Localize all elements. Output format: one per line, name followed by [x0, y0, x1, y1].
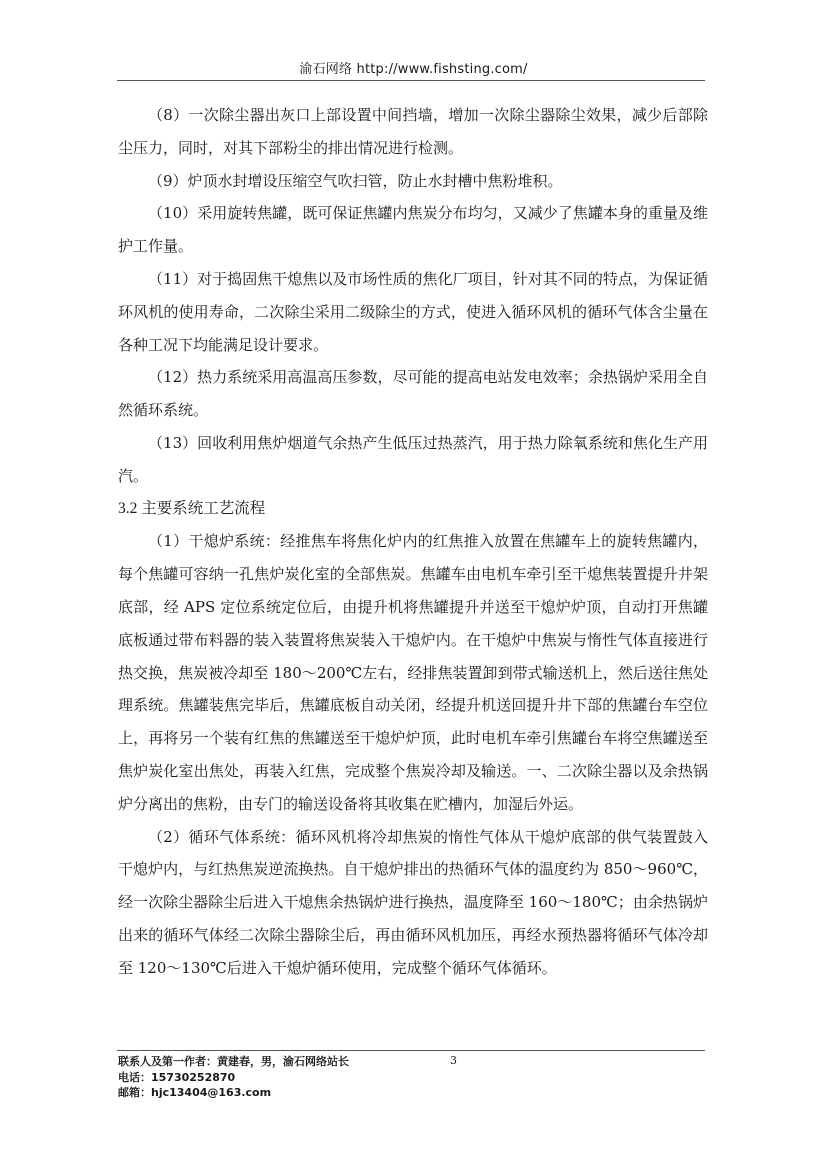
page-header: 渝石网络 http://www.fishsting.com/: [299, 62, 528, 77]
footer-divider: [117, 1050, 705, 1051]
page-number: 3: [450, 1054, 457, 1067]
footer-email: 邮箱：hjc13404@163.com: [118, 1086, 272, 1099]
paragraph-item-13: （13）回收利用焦炉烟道气余热产生低压过热蒸汽，用于热力除氧系统和焦化生产用汽。: [118, 433, 708, 485]
paragraph-item-11: （11）对于捣固焦干熄焦以及市场性质的焦化厂项目，针对其不同的特点，为保证循环风机的使用寿命，二次除尘采用二级除尘的方式，使进入循环风机的循环气体含尘量在各种工况下均能满足设计要求。: [118, 269, 708, 354]
paragraph-item-9: （9）炉顶水封增设压缩空气吹扫管，防止水封槽中焦粉堆积。: [148, 171, 563, 190]
paragraph-item-12: （12）热力系统采用高温高压参数，尽可能的提高电站发电效率；余热锅炉采用全自然循环系统。: [118, 368, 708, 420]
footer-phone: 电话：15730252870: [118, 1070, 236, 1084]
document-body: [118, 99, 708, 985]
section-heading: 3.2 主要系统工艺流程: [118, 499, 266, 517]
page-footer: [118, 1054, 708, 1101]
paragraph-item-8: （8）一次除尘器出灰口上部设置中间挡墙，增加一次除尘器除尘效果，减少后部除尘压力，同时，对其下部粉尘的排出情况进行检测。: [118, 106, 708, 157]
paragraph-item-10: （10）采用旋转焦罐，既可保证焦罐内焦炭分布均匀，又减少了焦罐本身的重量及维护工作量。: [118, 204, 708, 256]
header-divider: [117, 80, 705, 81]
paragraph-circulating-gas-system: （2）循环气体系统：循环风机将冷却焦炭的惰性气体从干熄炉底部的供气装置鼓入干熄炉内，与红热焦炭逆流换热。自干熄炉排出的热循环气体的温度约为 850～960℃，经一次除尘器除尘后进入干熄焦余热锅炉进行换热，温度降至 160～180℃；由余热锅炉出来的循环气体经二次除尘器除尘后，再由循环风机加压，再经水预热器将循环气体冷却至 120～130℃后进入干熄炉循环使用，完成整个循环气体循环。: [118, 827, 708, 977]
paragraph-dry-quenching-system: （1）干熄炉系统：经推焦车将焦化炉内的红焦推入放置在焦罐车上的旋转焦罐内，每个焦罐可容纳一孔焦炉炭化室的全部焦炭。焦罐车由电机车牵引至干熄焦装置提升井架底部，经 APS 定位系统定位后，由提升机将焦罐提升并送至干熄炉炉顶，自动打开焦罐底板通过带布料器的装入装置将焦炭装入干熄炉内。在干熄炉中焦炭与惰性气体直接进行热交换，焦炭被冷却至 180～200℃左右，经排焦装置卸到带式输送机上，然后送往焦处理系统。焦罐装焦完毕后，焦罐底板自动关闭，经提升机送回提升井下部的焦罐台车空位上，再将另一个装有红焦的焦罐送至干熄炉炉顶，此时电机车牵引焦罐台车将空焦罐送至焦炉炭化室出焦处，再装入红焦，完成整个焦炭冷却及输送。一、二次除尘器以及余热锅炉分离出的焦粉，由专门的输送设备将其收集在贮槽内，加湿后外运。: [118, 532, 708, 813]
footer-author: 联系人及第一作者：黄建春，男，渝石网络站长: [118, 1055, 349, 1068]
